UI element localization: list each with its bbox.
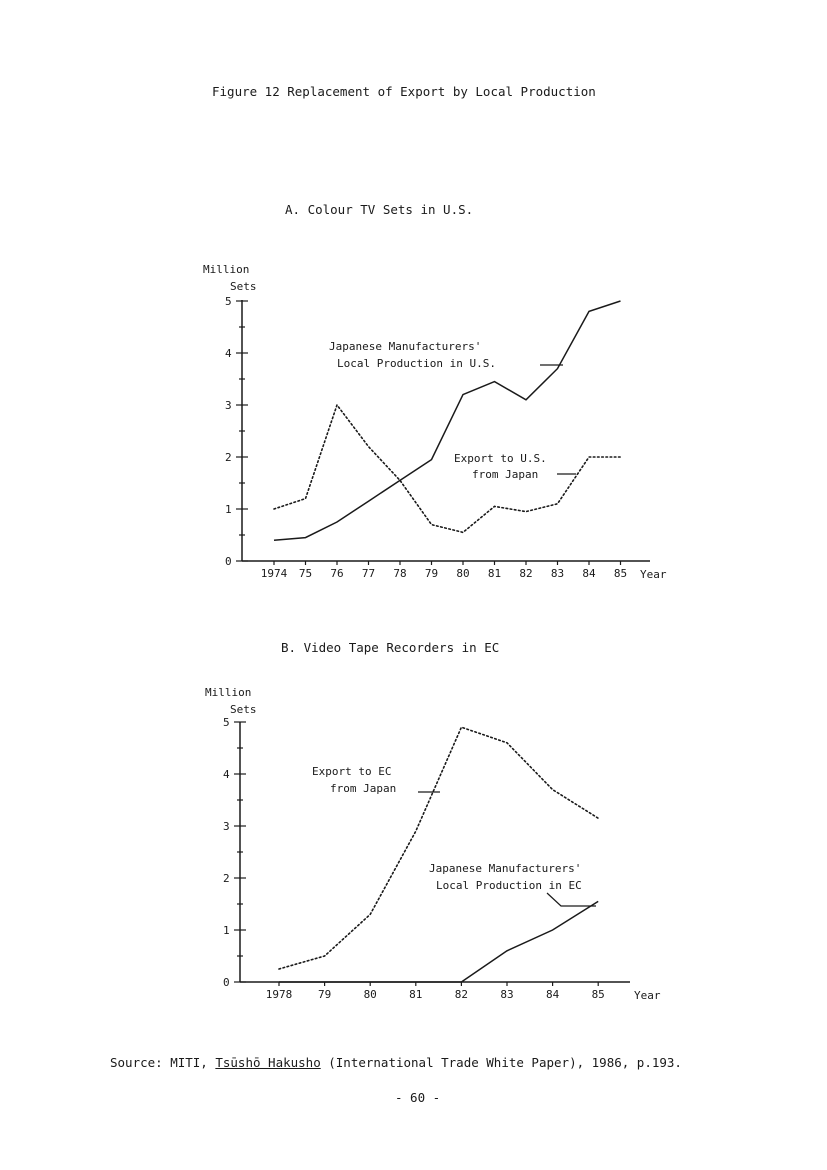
x-tick-label: 1974 xyxy=(260,567,288,580)
y-tick-label: 1 xyxy=(223,924,230,937)
y-tick-label: 0 xyxy=(223,976,230,989)
x-tick-label: 84 xyxy=(582,567,596,580)
chart-a-series2-label-line1: Export to U.S. xyxy=(454,452,547,465)
chart-b-ylabel-line1: Million xyxy=(205,686,252,699)
series-line-export xyxy=(279,727,598,969)
x-tick-label: 80 xyxy=(456,567,470,580)
chart-b-series2-label-line1: Japanese Manufacturers' xyxy=(429,862,582,875)
x-tick-label: 82 xyxy=(519,567,533,580)
x-tick-label: 76 xyxy=(330,567,344,580)
chart-a-ylabel-line2: Sets xyxy=(230,280,257,293)
chart-b-series1-label-line1: Export to EC xyxy=(312,765,392,778)
chart-a-ylabel-line1: Million xyxy=(203,263,250,276)
series-line-export xyxy=(274,405,621,532)
chart-a-series1-label-line2: Local Production in U.S. xyxy=(337,357,496,370)
series-line-local-production xyxy=(274,301,621,540)
y-tick-label: 5 xyxy=(225,295,232,308)
x-tick-label: 83 xyxy=(500,988,514,1001)
y-tick-label: 4 xyxy=(223,768,230,781)
x-tick-label: 81 xyxy=(487,567,502,580)
y-tick-label: 3 xyxy=(223,820,230,833)
y-tick-label: 2 xyxy=(223,872,230,885)
source-note xyxy=(110,1055,682,1070)
y-tick-label: 2 xyxy=(225,451,232,464)
chart-b xyxy=(205,640,661,1002)
source-suffix: (International Trade White Paper), 1986, p.193. xyxy=(320,1055,682,1070)
x-tick-label: 79 xyxy=(317,988,332,1001)
source-title: Tsūshō Hakusho xyxy=(215,1055,321,1070)
x-tick-label: 1978 xyxy=(265,988,293,1001)
y-tick-label: 4 xyxy=(225,347,232,360)
chart-a-series1-label-line1: Japanese Manufacturers' xyxy=(329,340,482,353)
chart-a-series2-label-line2: from Japan xyxy=(472,468,539,481)
y-tick-label: 0 xyxy=(225,555,232,568)
x-tick-label: 80 xyxy=(363,988,377,1001)
chart-b-series2-leader xyxy=(547,893,596,906)
x-tick-label: 78 xyxy=(393,567,407,580)
x-tick-label: 85 xyxy=(591,988,605,1001)
x-tick-label: 85 xyxy=(613,567,628,580)
source-prefix: Source: MITI, xyxy=(110,1055,216,1070)
y-tick-label: 3 xyxy=(225,399,232,412)
x-tick-label: 82 xyxy=(454,988,469,1001)
y-tick-label: 1 xyxy=(225,503,232,516)
x-tick-label: 79 xyxy=(424,567,439,580)
y-tick-label: 5 xyxy=(223,716,230,729)
page-number: - 60 - xyxy=(395,1090,441,1105)
series-line-local-production xyxy=(279,901,598,982)
x-tick-label: 75 xyxy=(298,567,313,580)
chart-b-title: B. Video Tape Recorders in EC xyxy=(281,640,500,655)
chart-a-title: A. Colour TV Sets in U.S. xyxy=(285,202,474,217)
chart-b-series1-label-line2: from Japan xyxy=(330,782,397,795)
x-tick-label: 77 xyxy=(361,567,376,580)
x-tick-label: 81 xyxy=(409,988,423,1001)
chart-b-ylabel-line2: Sets xyxy=(230,703,257,716)
chart-b-xlabel: Year xyxy=(634,989,661,1002)
figure-title: Figure 12 Replacement of Export by Local Production xyxy=(212,84,596,99)
x-tick-label: 83 xyxy=(550,567,565,580)
chart-a-xlabel: Year xyxy=(640,568,667,581)
x-tick-label: 84 xyxy=(545,988,560,1001)
chart-b-series2-label-line2: Local Production in EC xyxy=(436,879,582,892)
chart-a xyxy=(203,202,667,581)
